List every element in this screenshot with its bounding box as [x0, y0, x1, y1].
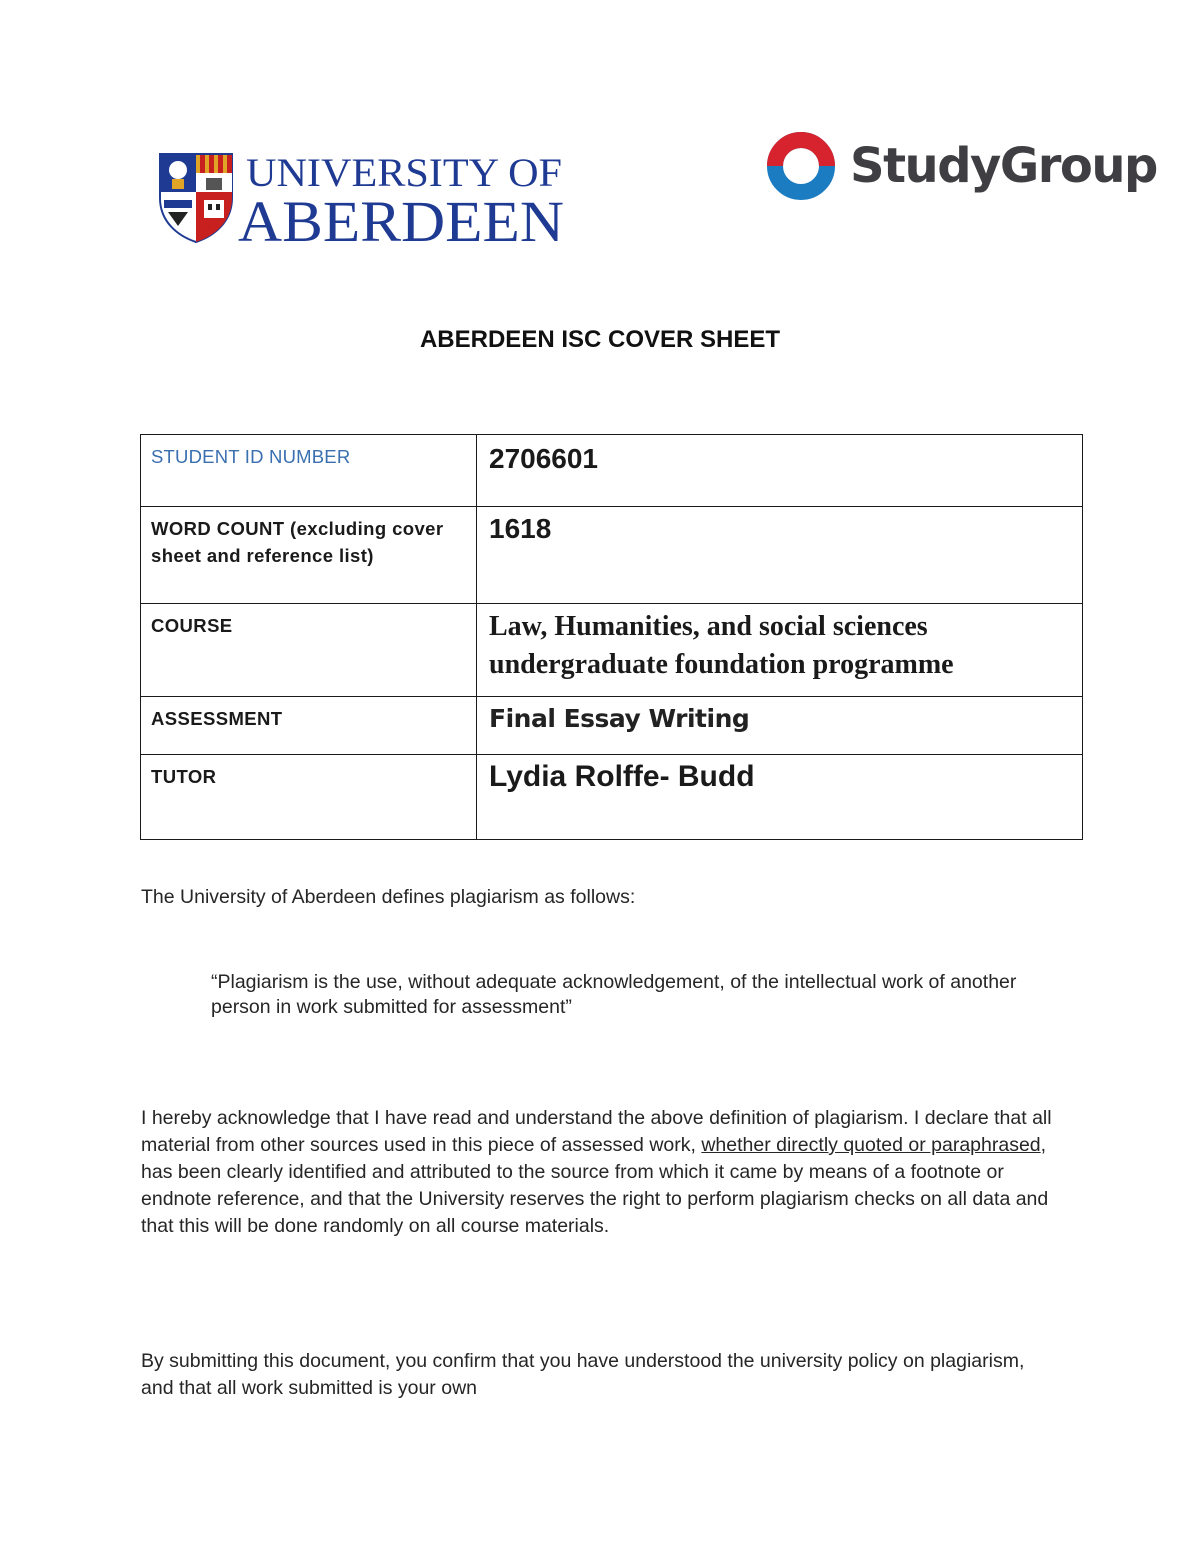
studygroup-wordmark: StudyGroup	[850, 138, 1157, 194]
assessment-value: Final Essay Writing	[489, 704, 750, 733]
table-row	[141, 507, 1083, 604]
aberdeen-logo-line2: ABERDEEN	[238, 189, 564, 244]
acknowledgement-text-1: I hereby acknowledge that I have read and understand the above definition of plagiarism. I declare that all material from other sources used in this piece of assessed work,	[141, 1107, 1052, 1156]
cover-sheet-table	[140, 434, 1083, 840]
tutor-value: Lydia Rolffe- Budd	[489, 760, 755, 793]
student-id-label: STUDENT ID NUMBER	[141, 435, 477, 507]
table-row	[141, 755, 1083, 840]
course-value-line1: Law, Humanities, and social sciences	[489, 611, 928, 642]
word-count-label: WORD COUNT (excluding cover sheet and reference list)	[141, 507, 477, 604]
table-row	[141, 697, 1083, 755]
course-value-line2: undergraduate foundation programme	[489, 649, 954, 680]
page-title: ABERDEEN ISC COVER SHEET	[419, 326, 781, 353]
course-label: COURSE	[141, 604, 477, 697]
table-row	[141, 604, 1083, 697]
table-row	[141, 435, 1083, 507]
confirmation-paragraph: By submitting this document, you confirm that you have understood the university policy on plagiarism, and that all work submitted is your own	[141, 1350, 1025, 1399]
aberdeen-crest-icon	[160, 154, 232, 242]
plagiarism-definition-quote: “Plagiarism is the use, without adequate acknowledgement, of the intellectual work of another person in work submitted for assessment”	[211, 971, 1017, 1018]
university-of-aberdeen-logo	[158, 152, 568, 244]
studygroup-logo	[764, 130, 1157, 202]
studygroup-ring-icon	[764, 130, 838, 202]
tutor-label: TUTOR	[141, 755, 477, 840]
assessment-label: ASSESSMENT	[141, 697, 477, 755]
acknowledgement-paragraph	[141, 1105, 1071, 1240]
acknowledgement-underlined: whether directly quoted or paraphrased	[701, 1134, 1041, 1156]
plagiarism-intro: The University of Aberdeen defines plagiarism as follows:	[141, 886, 636, 908]
acknowledgement-text-2: , has been clearly identified and attributed to the source from which it came by means of a footnote or endnote reference, and that the University reserves the right to perform plagiarism checks on all data and that this will be done randomly on all course materials.	[141, 1134, 1049, 1237]
aberdeen-logo-line1: UNIVERSITY OF	[246, 152, 562, 195]
word-count-value: 1618	[489, 513, 552, 544]
student-id-value: 2706601	[489, 443, 599, 474]
